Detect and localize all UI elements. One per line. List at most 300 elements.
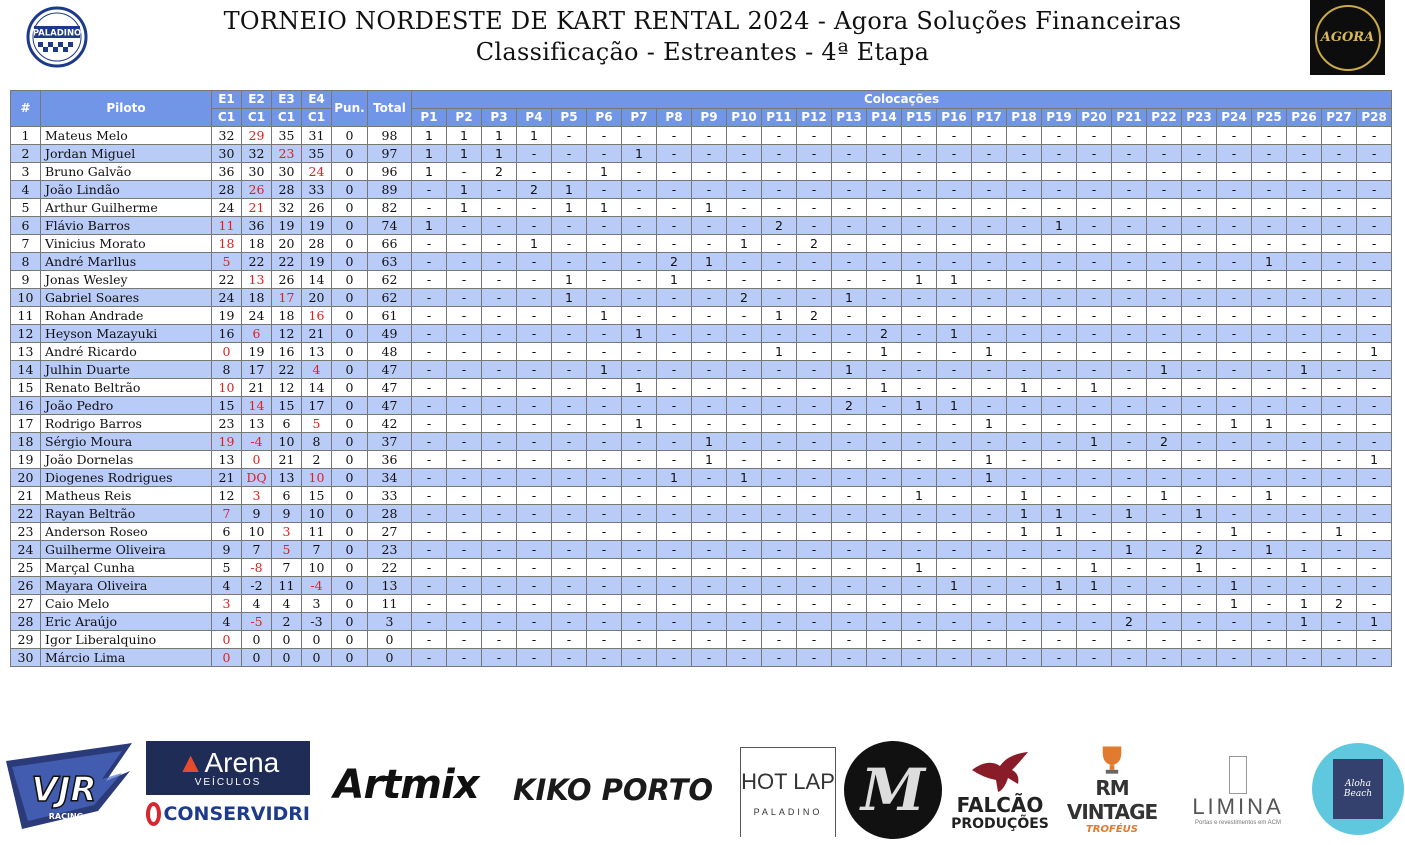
sponsor-arena-sub: VEÍCULOS — [194, 776, 262, 788]
placing-count-cell: - — [1147, 343, 1182, 361]
col-header-position: P15 — [902, 109, 937, 127]
placing-count-cell: - — [552, 433, 587, 451]
stage-points-cell: 3 — [272, 523, 302, 541]
placing-count-cell: - — [692, 415, 727, 433]
placing-count-cell: - — [1182, 433, 1217, 451]
placing-count-cell: - — [517, 469, 552, 487]
placing-count-cell: - — [902, 289, 937, 307]
placing-count-cell: - — [482, 559, 517, 577]
col-header-position: P7 — [622, 109, 657, 127]
placing-count-cell: - — [517, 397, 552, 415]
stage-points-cell: 23 — [272, 145, 302, 163]
placing-count-cell: - — [937, 559, 972, 577]
placing-count-cell: - — [1007, 649, 1042, 667]
placing-count-cell: - — [482, 253, 517, 271]
placing-count-cell: - — [1322, 469, 1357, 487]
stage-points-cell: 12 — [272, 325, 302, 343]
stage-points-cell: 16 — [272, 343, 302, 361]
stage-points-cell: 11 — [272, 577, 302, 595]
table-row — [11, 595, 1392, 613]
placing-count-cell: 1 — [1147, 361, 1182, 379]
stage-points-cell: 11 — [212, 217, 242, 235]
placing-count-cell: - — [657, 541, 692, 559]
placing-count-cell: 1 — [482, 145, 517, 163]
placing-count-cell: - — [937, 523, 972, 541]
placing-count-cell: - — [867, 397, 902, 415]
placing-count-cell: - — [937, 631, 972, 649]
placing-count-cell: - — [762, 541, 797, 559]
placing-count-cell: - — [692, 469, 727, 487]
pilot-name-cell: Rodrigo Barros — [41, 415, 212, 433]
placing-count-cell: - — [517, 541, 552, 559]
placing-count-cell: - — [972, 577, 1007, 595]
table-row — [11, 145, 1392, 163]
placing-count-cell: - — [832, 631, 867, 649]
placing-count-cell: - — [1007, 433, 1042, 451]
penalty-cell: 0 — [332, 271, 368, 289]
placing-count-cell: 2 — [762, 217, 797, 235]
table-row — [11, 181, 1392, 199]
placing-count-cell: - — [1077, 289, 1112, 307]
col-header-stage-category: C1 — [242, 109, 272, 127]
stage-points-cell: 6 — [272, 487, 302, 505]
placing-count-cell: - — [1042, 397, 1077, 415]
placing-count-cell: 1 — [1217, 415, 1252, 433]
placing-count-cell: - — [412, 541, 447, 559]
placing-count-cell: - — [412, 595, 447, 613]
placing-count-cell: - — [1252, 649, 1287, 667]
penalty-cell: 0 — [332, 163, 368, 181]
placing-count-cell: - — [517, 325, 552, 343]
placing-count-cell: - — [727, 217, 762, 235]
placing-count-cell: - — [517, 343, 552, 361]
placing-count-cell: - — [1007, 595, 1042, 613]
pilot-name-cell: Rohan Andrade — [41, 307, 212, 325]
placing-count-cell: - — [657, 577, 692, 595]
placing-count-cell: - — [1077, 127, 1112, 145]
placing-count-cell: - — [1077, 505, 1112, 523]
placing-count-cell: - — [692, 181, 727, 199]
placing-count-cell: - — [972, 289, 1007, 307]
placing-count-cell: - — [447, 595, 482, 613]
placing-count-cell: - — [937, 127, 972, 145]
placing-count-cell: - — [552, 613, 587, 631]
stage-points-cell: 0 — [302, 631, 332, 649]
placing-count-cell: - — [657, 343, 692, 361]
placing-count-cell: - — [797, 505, 832, 523]
placing-count-cell: 1 — [972, 343, 1007, 361]
placing-count-cell: 1 — [447, 145, 482, 163]
placing-count-cell: - — [622, 487, 657, 505]
rank-cell: 13 — [11, 343, 41, 361]
placing-count-cell: 1 — [447, 127, 482, 145]
placing-count-cell: - — [867, 433, 902, 451]
placing-count-cell: - — [1287, 541, 1322, 559]
placing-count-cell: - — [1357, 163, 1392, 181]
placing-count-cell: - — [692, 379, 727, 397]
placing-count-cell: 1 — [552, 271, 587, 289]
placing-count-cell: - — [657, 325, 692, 343]
stage-points-cell: 8 — [212, 361, 242, 379]
placing-count-cell: - — [1007, 235, 1042, 253]
placing-count-cell: 1 — [1322, 523, 1357, 541]
rank-cell: 28 — [11, 613, 41, 631]
placing-count-cell: - — [1042, 415, 1077, 433]
placing-count-cell: 2 — [1147, 433, 1182, 451]
placing-count-cell: - — [657, 163, 692, 181]
placing-count-cell: - — [1217, 127, 1252, 145]
stage-points-cell: 26 — [242, 181, 272, 199]
placing-count-cell: - — [1217, 199, 1252, 217]
placing-count-cell: - — [1252, 451, 1287, 469]
total-cell: 97 — [368, 145, 412, 163]
stage-points-cell: 4 — [272, 595, 302, 613]
placing-count-cell: - — [447, 235, 482, 253]
penalty-cell: 0 — [332, 181, 368, 199]
placing-count-cell: - — [1182, 343, 1217, 361]
placing-count-cell: - — [587, 127, 622, 145]
placing-count-cell: - — [832, 559, 867, 577]
placing-count-cell: 1 — [447, 181, 482, 199]
placing-count-cell: - — [1287, 163, 1322, 181]
total-cell: 47 — [368, 379, 412, 397]
stage-points-cell: 17 — [272, 289, 302, 307]
placing-count-cell: - — [552, 649, 587, 667]
placing-count-cell: 1 — [657, 469, 692, 487]
stage-points-cell: 15 — [272, 397, 302, 415]
placing-count-cell: - — [482, 415, 517, 433]
col-header-stage-category: C1 — [212, 109, 242, 127]
stage-points-cell: 2 — [302, 451, 332, 469]
placing-count-cell: - — [1112, 163, 1147, 181]
placing-count-cell: - — [657, 235, 692, 253]
table-row — [11, 469, 1392, 487]
total-cell: 98 — [368, 127, 412, 145]
placing-count-cell: - — [517, 307, 552, 325]
placing-count-cell: - — [1147, 307, 1182, 325]
placing-count-cell: - — [972, 595, 1007, 613]
pilot-name-cell: Sérgio Moura — [41, 433, 212, 451]
placing-count-cell: - — [1042, 433, 1077, 451]
rank-cell: 22 — [11, 505, 41, 523]
placing-count-cell: - — [867, 595, 902, 613]
placing-count-cell: - — [937, 145, 972, 163]
total-cell: 42 — [368, 415, 412, 433]
pilot-name-cell: Eric Araújo — [41, 613, 212, 631]
placing-count-cell: - — [972, 361, 1007, 379]
total-cell: 96 — [368, 163, 412, 181]
placing-count-cell: - — [902, 235, 937, 253]
placing-count-cell: - — [412, 379, 447, 397]
placing-count-cell: - — [657, 199, 692, 217]
stage-points-cell: 22 — [272, 253, 302, 271]
placing-count-cell: - — [1147, 559, 1182, 577]
placing-count-cell: - — [937, 379, 972, 397]
placing-count-cell: - — [552, 379, 587, 397]
placing-count-cell: - — [1182, 577, 1217, 595]
total-cell: 47 — [368, 361, 412, 379]
placing-count-cell: - — [1217, 163, 1252, 181]
placing-count-cell: - — [412, 451, 447, 469]
placing-count-cell: - — [1077, 325, 1112, 343]
placing-count-cell: - — [1077, 199, 1112, 217]
penalty-cell: 0 — [332, 541, 368, 559]
stage-points-cell: 24 — [242, 307, 272, 325]
placing-count-cell: - — [657, 307, 692, 325]
placing-count-cell: - — [867, 199, 902, 217]
placing-count-cell: - — [937, 415, 972, 433]
placing-count-cell: - — [447, 415, 482, 433]
placing-count-cell: - — [762, 577, 797, 595]
placing-count-cell: - — [657, 145, 692, 163]
placing-count-cell: - — [1182, 199, 1217, 217]
placing-count-cell: - — [587, 397, 622, 415]
placing-count-cell: - — [1322, 127, 1357, 145]
stage-points-cell: 0 — [242, 631, 272, 649]
placing-count-cell: - — [867, 163, 902, 181]
placing-count-cell: - — [1077, 397, 1112, 415]
placing-count-cell: - — [972, 487, 1007, 505]
rank-cell: 24 — [11, 541, 41, 559]
placing-count-cell: - — [867, 307, 902, 325]
placing-count-cell: - — [1357, 487, 1392, 505]
placing-count-cell: - — [447, 541, 482, 559]
placing-count-cell: - — [692, 163, 727, 181]
placing-count-cell: - — [1042, 253, 1077, 271]
placing-count-cell: - — [1287, 217, 1322, 235]
placing-count-cell: - — [1322, 199, 1357, 217]
stage-points-cell: -8 — [242, 559, 272, 577]
col-header-position: P12 — [797, 109, 832, 127]
placing-count-cell: - — [1112, 577, 1147, 595]
table-row — [11, 631, 1392, 649]
placing-count-cell: 1 — [1007, 487, 1042, 505]
placing-count-cell: - — [1182, 145, 1217, 163]
placing-count-cell: - — [1042, 181, 1077, 199]
placing-count-cell: - — [587, 181, 622, 199]
penalty-cell: 0 — [332, 505, 368, 523]
table-row — [11, 271, 1392, 289]
stage-points-cell: 30 — [242, 163, 272, 181]
placing-count-cell: - — [937, 505, 972, 523]
placing-count-cell: - — [1007, 451, 1042, 469]
placing-count-cell: - — [1322, 433, 1357, 451]
placing-count-cell: 1 — [587, 361, 622, 379]
placing-count-cell: - — [1042, 595, 1077, 613]
placing-count-cell: - — [517, 631, 552, 649]
placing-count-cell: - — [1357, 145, 1392, 163]
placing-count-cell: - — [937, 217, 972, 235]
placing-count-cell: - — [1322, 307, 1357, 325]
placing-count-cell: - — [902, 523, 937, 541]
placing-count-cell: - — [412, 469, 447, 487]
placing-count-cell: 1 — [1287, 613, 1322, 631]
pilot-name-cell: Bruno Galvão — [41, 163, 212, 181]
placing-count-cell: - — [1077, 415, 1112, 433]
placing-count-cell: - — [1007, 127, 1042, 145]
col-header-position: P9 — [692, 109, 727, 127]
placing-count-cell: - — [552, 631, 587, 649]
placing-count-cell: - — [727, 559, 762, 577]
placing-count-cell: - — [1287, 235, 1322, 253]
placing-count-cell: - — [1322, 253, 1357, 271]
penalty-cell: 0 — [332, 595, 368, 613]
placing-count-cell: - — [1077, 253, 1112, 271]
placing-count-cell: - — [1252, 469, 1287, 487]
total-cell: 34 — [368, 469, 412, 487]
placing-count-cell: - — [972, 235, 1007, 253]
placing-count-cell: - — [482, 307, 517, 325]
placing-count-cell: - — [797, 415, 832, 433]
placing-count-cell: - — [1287, 505, 1322, 523]
placing-count-cell: - — [1287, 415, 1322, 433]
placing-count-cell: - — [1182, 523, 1217, 541]
placing-count-cell: - — [447, 217, 482, 235]
placing-count-cell: - — [657, 595, 692, 613]
stage-points-cell: 14 — [242, 397, 272, 415]
placing-count-cell: - — [482, 433, 517, 451]
penalty-cell: 0 — [332, 235, 368, 253]
placing-count-cell: - — [1147, 163, 1182, 181]
pilot-name-cell: Arthur Guilherme — [41, 199, 212, 217]
placing-count-cell: - — [972, 145, 1007, 163]
placing-count-cell: - — [832, 325, 867, 343]
penalty-cell: 0 — [332, 217, 368, 235]
placing-count-cell: - — [972, 181, 1007, 199]
placing-count-cell: - — [972, 613, 1007, 631]
placing-count-cell: 1 — [587, 163, 622, 181]
stage-points-cell: 31 — [302, 127, 332, 145]
placing-count-cell: - — [797, 127, 832, 145]
placing-count-cell: - — [622, 397, 657, 415]
placing-count-cell: - — [1357, 541, 1392, 559]
placing-count-cell: - — [1112, 379, 1147, 397]
pilot-name-cell: Anderson Roseo — [41, 523, 212, 541]
rank-cell: 6 — [11, 217, 41, 235]
placing-count-cell: - — [727, 145, 762, 163]
col-header-penalty: Pun. — [332, 91, 368, 127]
stage-points-cell: 32 — [242, 145, 272, 163]
pilot-name-cell: João Pedro — [41, 397, 212, 415]
col-header-position: P25 — [1252, 109, 1287, 127]
stage-points-cell: 32 — [212, 127, 242, 145]
total-cell: 33 — [368, 487, 412, 505]
placing-count-cell: - — [692, 559, 727, 577]
placing-count-cell: - — [797, 433, 832, 451]
placing-count-cell: - — [587, 469, 622, 487]
placing-count-cell: - — [727, 397, 762, 415]
placing-count-cell: - — [727, 433, 762, 451]
placing-count-cell: - — [1252, 325, 1287, 343]
page-subtitle: Classificação - Estreantes - 4ª Etapa — [475, 38, 930, 66]
placing-count-cell: - — [1252, 631, 1287, 649]
placing-count-cell: 1 — [1007, 523, 1042, 541]
stage-points-cell: 19 — [212, 307, 242, 325]
placing-count-cell: - — [1182, 595, 1217, 613]
placing-count-cell: - — [762, 199, 797, 217]
sponsor-hot-lap: HOT LAP PALADINO — [740, 747, 836, 837]
placing-count-cell: - — [1287, 145, 1322, 163]
placing-count-cell: - — [517, 271, 552, 289]
placing-count-cell: - — [587, 415, 622, 433]
placing-count-cell: - — [1287, 271, 1322, 289]
placing-count-cell: - — [937, 289, 972, 307]
placing-count-cell: - — [762, 415, 797, 433]
placing-count-cell: - — [1007, 397, 1042, 415]
stage-points-cell: 14 — [302, 271, 332, 289]
placing-count-cell: - — [867, 271, 902, 289]
placing-count-cell: - — [412, 199, 447, 217]
placing-count-cell: - — [1007, 217, 1042, 235]
stage-points-cell: 12 — [212, 487, 242, 505]
placing-count-cell: - — [692, 271, 727, 289]
pilot-name-cell: Matheus Reis — [41, 487, 212, 505]
placing-count-cell: - — [1252, 559, 1287, 577]
total-cell: 23 — [368, 541, 412, 559]
pilot-name-cell: André Ricardo — [41, 343, 212, 361]
placing-count-cell: - — [657, 415, 692, 433]
placing-count-cell: - — [902, 127, 937, 145]
col-header-position: P8 — [657, 109, 692, 127]
pilot-name-cell: Mateus Melo — [41, 127, 212, 145]
placing-count-cell: - — [797, 613, 832, 631]
stage-points-cell: 3 — [302, 595, 332, 613]
placing-count-cell: - — [447, 271, 482, 289]
penalty-cell: 0 — [332, 613, 368, 631]
placing-count-cell: - — [1112, 199, 1147, 217]
placing-count-cell: - — [762, 451, 797, 469]
stage-points-cell: 4 — [212, 577, 242, 595]
sponsor-bar — [0, 735, 1405, 845]
placing-count-cell: - — [1147, 235, 1182, 253]
placing-count-cell: - — [552, 505, 587, 523]
placing-count-cell: - — [762, 613, 797, 631]
placing-count-cell: - — [937, 253, 972, 271]
placing-count-cell: - — [1357, 631, 1392, 649]
placing-count-cell: - — [1357, 199, 1392, 217]
stage-points-cell: 0 — [272, 631, 302, 649]
placing-count-cell: - — [937, 307, 972, 325]
rank-cell: 14 — [11, 361, 41, 379]
placing-count-cell: 1 — [1042, 577, 1077, 595]
placing-count-cell: - — [832, 307, 867, 325]
placing-count-cell: - — [727, 613, 762, 631]
placing-count-cell: - — [412, 505, 447, 523]
placing-count-cell: - — [1287, 307, 1322, 325]
placing-count-cell: 1 — [1182, 559, 1217, 577]
placing-count-cell: - — [832, 181, 867, 199]
placing-count-cell: - — [797, 163, 832, 181]
placing-count-cell: - — [832, 595, 867, 613]
total-cell: 0 — [368, 631, 412, 649]
placing-count-cell: - — [1147, 595, 1182, 613]
placing-count-cell: - — [412, 559, 447, 577]
total-cell: 3 — [368, 613, 412, 631]
placing-count-cell: - — [1077, 145, 1112, 163]
placing-count-cell: - — [552, 559, 587, 577]
pilot-name-cell: Caio Melo — [41, 595, 212, 613]
placing-count-cell: 1 — [1217, 577, 1252, 595]
placing-count-cell: - — [1357, 307, 1392, 325]
placing-count-cell: - — [482, 397, 517, 415]
placing-count-cell: - — [1252, 505, 1287, 523]
stage-points-cell: 6 — [212, 523, 242, 541]
placing-count-cell: 1 — [552, 181, 587, 199]
placing-count-cell: - — [412, 307, 447, 325]
placing-count-cell: - — [1182, 181, 1217, 199]
placing-count-cell: - — [902, 433, 937, 451]
placing-count-cell: 1 — [937, 271, 972, 289]
